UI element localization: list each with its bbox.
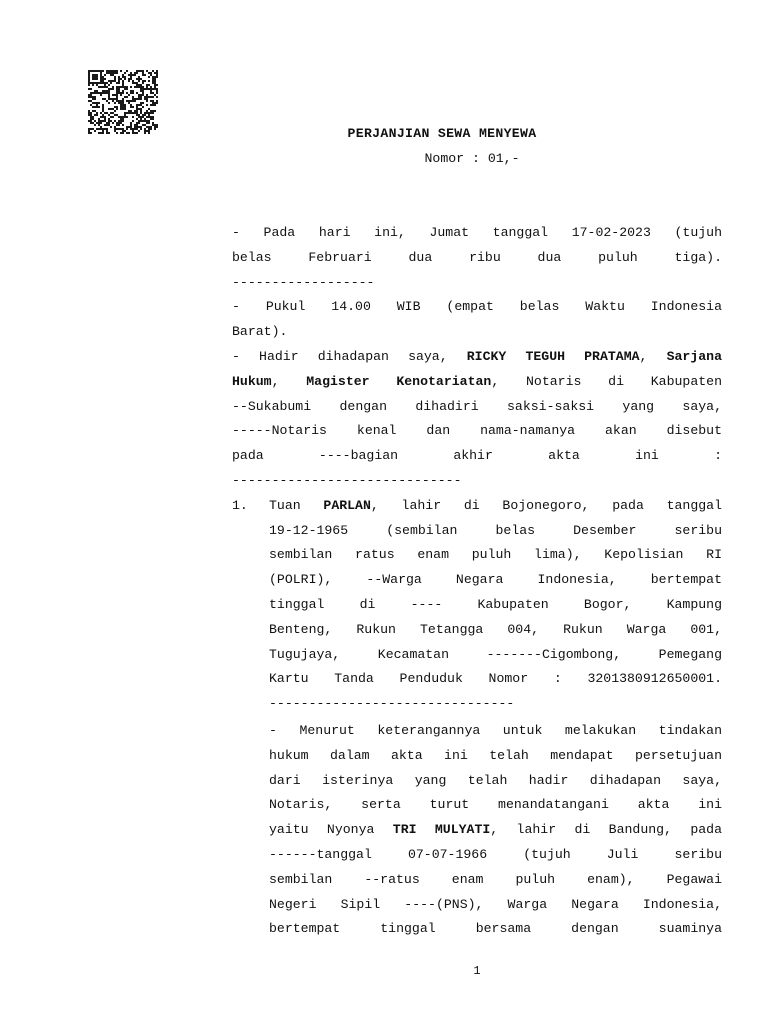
- consent-paragraph-line: hukum dalam akta ini telah mendapat persetujuan: [269, 747, 722, 763]
- spouse-name: TRI MULYATI: [392, 822, 491, 838]
- paragraph-notary-line: -----Notaris kenal dan nama-namanya akan disebut: [232, 423, 722, 439]
- paragraph-date-line: - Pada hari ini, Jumat tanggal 17-02-2023 (tujuh: [232, 225, 722, 240]
- dash-filler: -----------------------------: [232, 472, 462, 488]
- document-title: PERJANJIAN SEWA MENYEWA: [347, 126, 537, 141]
- list-item-1-line: tinggal di ---- Kabupaten Bogor, Kampung: [269, 596, 722, 612]
- consent-paragraph-line: ------tanggal 07-07-1966 (tujuh Juli seribu: [269, 846, 722, 862]
- party-name: PARLAN: [323, 497, 371, 513]
- consent-paragraph-line: sembilan --ratus enam puluh enam), Pegawai: [269, 871, 722, 887]
- consent-paragraph-line: - Menurut keterangannya untuk melakukan tindakan: [269, 722, 722, 738]
- notary-name: RICKY TEGUH PRATAMA: [466, 348, 640, 364]
- paragraph-notary-line: - Hadir dihadapan saya, RICKY TEGUH PRATAMA, Sarjana: [232, 348, 722, 364]
- list-item-1-line: sembilan ratus enam puluh lima), Kepolisian RI: [269, 547, 722, 563]
- document-body: [232, 221, 722, 942]
- paragraph-notary-line: --Sukabumi dengan dihadiri saksi-saksi yang saya,: [232, 398, 722, 414]
- document-number: Nomor : 01,-: [424, 151, 520, 166]
- page-number: 1: [473, 964, 481, 978]
- consent-paragraph-line: bertempat tinggal bersama dengan suaminya: [269, 921, 722, 937]
- consent-paragraph-line: Notaris, serta turut menandatangani akta ini: [269, 797, 722, 813]
- paragraph-date-line: belas Februari dua ribu dua puluh tiga).: [232, 249, 722, 265]
- list-number: 1.: [232, 497, 248, 513]
- list-item-1-first-line: 1. Tuan PARLAN, lahir di Bojonegoro, pada tanggal: [232, 494, 722, 519]
- qr-code-icon: [88, 70, 158, 134]
- consent-paragraph-line: dari isterinya yang telah hadir dihadapan saya,: [269, 772, 722, 788]
- dash-filler: ------------------: [232, 274, 375, 290]
- list-item-1-line: (POLRI), --Warga Negara Indonesia, bertempat: [269, 572, 722, 588]
- consent-paragraph-line: Negeri Sipil ----(PNS), Warga Negara Indonesia,: [269, 896, 722, 912]
- list-item-1-line: Benteng, Rukun Tetangga 004, Rukun Warga 001,: [269, 621, 722, 637]
- paragraph-time-line: - Pukul 14.00 WIB (empat belas Waktu Indonesia: [232, 299, 722, 315]
- paragraph-notary-line: Hukum, Magister Kenotariatan, Notaris di Kabupaten: [232, 373, 722, 389]
- dash-filler: -------------------------------: [269, 696, 515, 712]
- list-item-1-line: Tugujaya, Kecamatan -------Cigombong, Pemegang: [269, 646, 722, 662]
- consent-paragraph-line: yaitu Nyonya TRI MULYATI, lahir di Bandung, pada: [269, 822, 722, 838]
- paragraph-notary-line: pada ----bagian akhir akta ini :: [232, 448, 722, 464]
- list-item-1-line: 19-12-1965 (sembilan belas Desember seribu: [269, 522, 722, 538]
- paragraph-time-line: Barat).: [232, 324, 288, 340]
- list-item-1-line: Kartu Tanda Penduduk Nomor : 3201380912650001.: [269, 671, 722, 687]
